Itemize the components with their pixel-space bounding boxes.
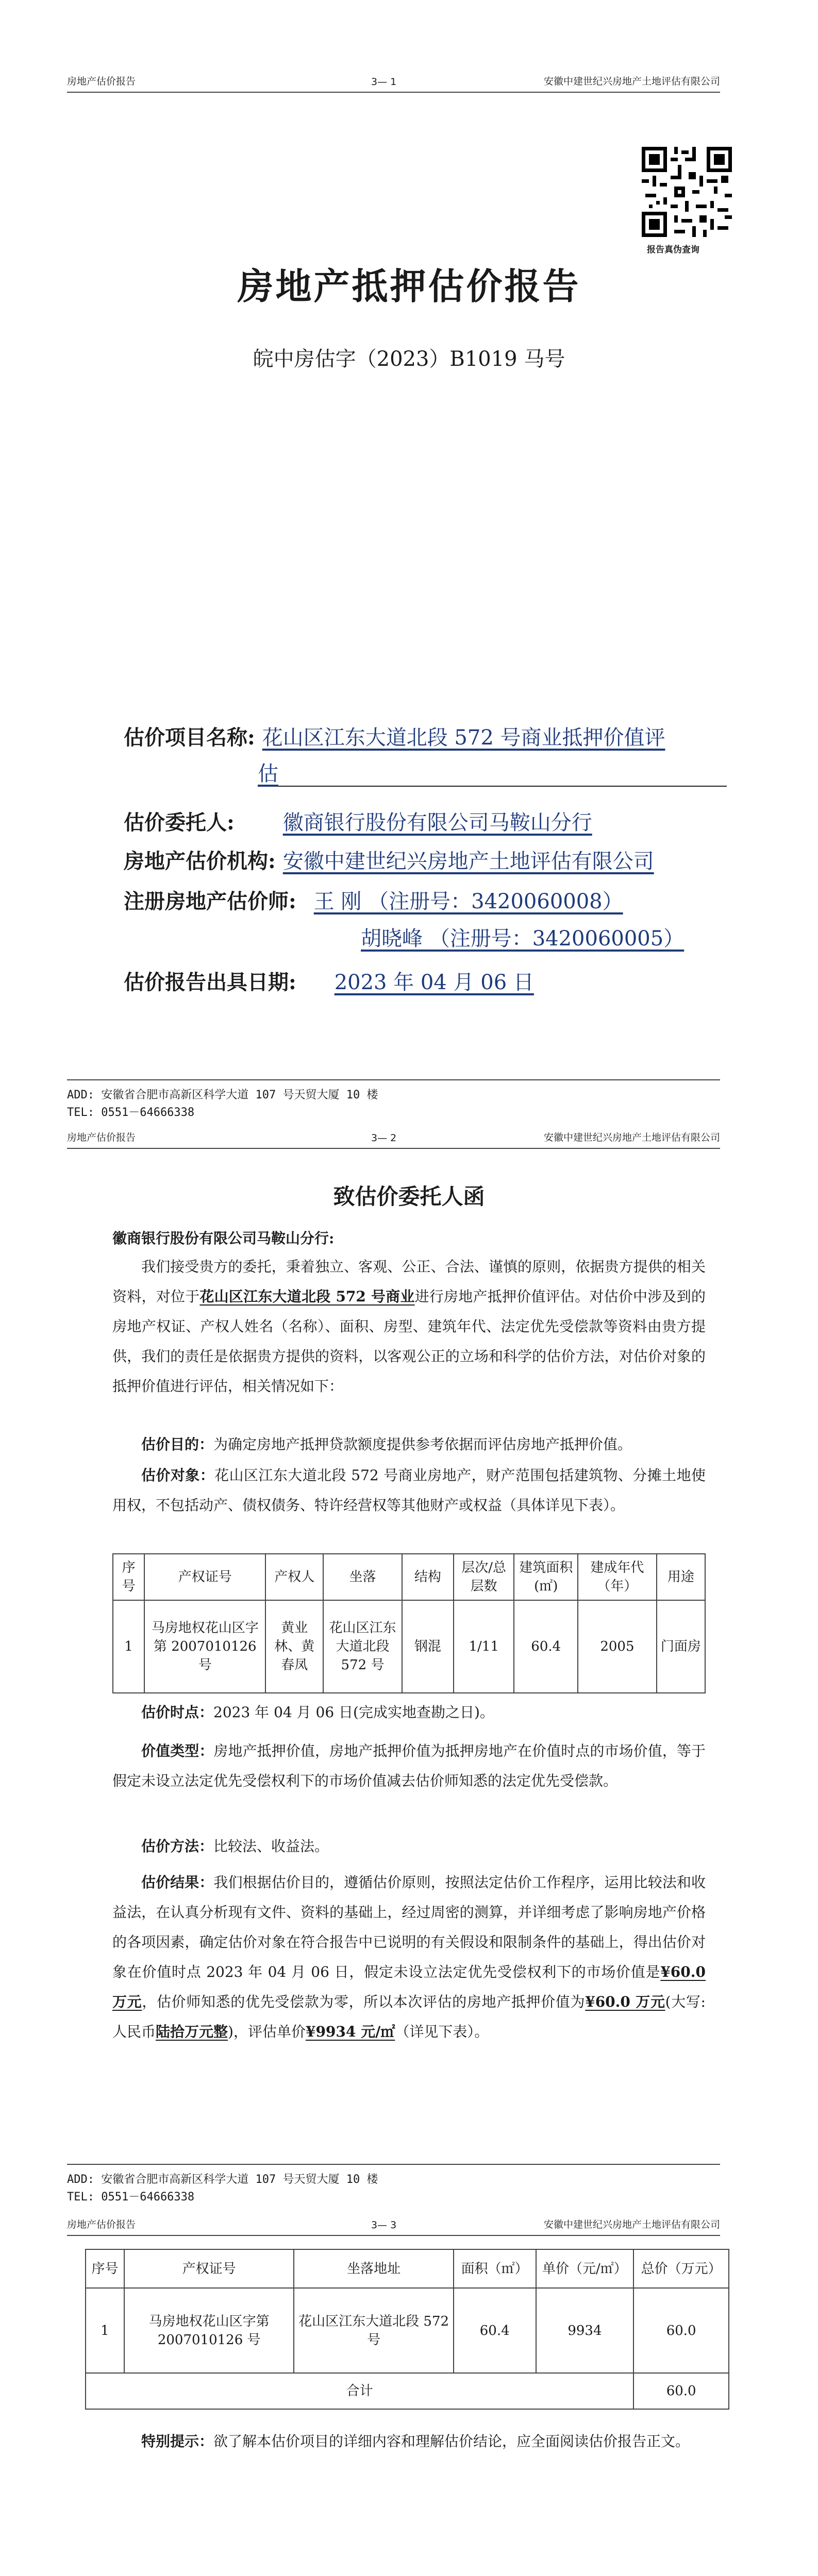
project-value: 花山区江东大道北段 572 号商业抵押价值评 bbox=[262, 726, 665, 750]
table-total-row bbox=[86, 2373, 729, 2409]
header-right: 安徽中建世纪兴房地产土地评估有限公司 bbox=[543, 2219, 720, 2230]
unit-price: ¥9934 元/㎡ bbox=[305, 2023, 395, 2040]
result-text-c: (大写:人民币 bbox=[112, 1993, 706, 2040]
time-para bbox=[112, 1698, 706, 1727]
result-para bbox=[112, 1868, 706, 2047]
agency-row bbox=[124, 845, 654, 874]
table-header: 建筑面积(㎡) bbox=[514, 1554, 577, 1600]
client-value: 徽商银行股份有限公司马鞍山分行 bbox=[282, 811, 592, 835]
table-cell: 钢混 bbox=[402, 1600, 454, 1693]
type-label: 价值类型： bbox=[141, 1742, 214, 1759]
table-header: 产权证号 bbox=[124, 2249, 294, 2288]
table-cell: 1 bbox=[86, 2288, 124, 2373]
table-cell: 60.4 bbox=[454, 2288, 536, 2373]
appraiser-row-2 bbox=[361, 922, 684, 952]
project-row bbox=[124, 721, 665, 751]
note-label: 特别提示： bbox=[141, 2433, 214, 2450]
table-header-row bbox=[86, 2249, 729, 2288]
property-table bbox=[112, 1553, 706, 1693]
date-value: 2023 年 04 月 06 日 bbox=[334, 971, 534, 994]
client-row bbox=[124, 806, 592, 836]
object-text: 花山区江东大道北段 572 号商业房地产，财产范围包括建筑物、分摊土地使用权，不包括动产、债权债务、特许经营权等其他财产或权益（具体详见下表）。 bbox=[112, 1467, 706, 1514]
result-text-b: ，估价师知悉的优先受偿款为零，所以本次评估的房地产抵押价值为 bbox=[142, 1993, 586, 2010]
project-value-cont: 估 bbox=[258, 762, 278, 786]
agency-value: 安徽中建世纪兴房地产土地评估有限公司 bbox=[282, 850, 654, 873]
table-header: 总价（万元） bbox=[633, 2249, 729, 2288]
table-row bbox=[86, 2288, 729, 2373]
page-header bbox=[67, 67, 720, 93]
note-text: 欲了解本估价项目的详细内容和理解估价结论，应全面阅读估价报告正文。 bbox=[213, 2433, 690, 2450]
object-label: 估价对象： bbox=[141, 1467, 215, 1484]
mortgage-value: ¥60.0 万元 bbox=[585, 1993, 665, 2010]
method-text: 比较法、收益法。 bbox=[213, 1838, 329, 1855]
table-cell: 马房地权花山区字第 2007010126 号 bbox=[144, 1600, 265, 1693]
table-cell: 9934 bbox=[536, 2288, 634, 2373]
table-header-row bbox=[113, 1554, 705, 1600]
table-header: 结构 bbox=[402, 1554, 454, 1600]
valuation-table bbox=[85, 2249, 729, 2410]
table-header: 层次/总层数 bbox=[454, 1554, 514, 1600]
total-value: 60.0 bbox=[633, 2373, 729, 2409]
table-header: 坐落地址 bbox=[294, 2249, 453, 2288]
table-cell: 黄业林、黄春凤 bbox=[265, 1600, 323, 1693]
time-text: 2023 年 04 月 06 日(完成实地查勘之日)。 bbox=[213, 1704, 494, 1721]
project-row-2 bbox=[258, 757, 727, 787]
table-cell: 60.4 bbox=[514, 1600, 577, 1693]
result-text-e: （详见下表）。 bbox=[395, 2023, 489, 2040]
table-header: 产权人 bbox=[265, 1554, 323, 1600]
table-header: 单价（元/㎡） bbox=[536, 2249, 634, 2288]
letter-intro bbox=[112, 1252, 706, 1401]
result-text-a: 我们根据估价目的，遵循估价原则，按照法定估价工作程序，运用比较法和收益法，在认真分析现有文件、资料的基础上，经过周密的测算，并详细考虑了影响房地产价格的各项因素，确定估价对象在符合报告中已说明的有关假设和限制条件的基础上，得出估价对象在价值时点 2023 年 04 月 06 日，假定未设立法定优先受偿权利下的市场价值是 bbox=[112, 1874, 706, 1980]
footer-address: ADD: 安徽省合肥市高新区科学大道 107 号天贸大厦 10 楼 bbox=[67, 2173, 378, 2186]
table-cell: 花山区江东大道北段 572 号 bbox=[323, 1600, 402, 1693]
agency-label: 房地产估价机构: bbox=[124, 849, 276, 873]
date-label: 估价报告出具日期: bbox=[124, 970, 296, 994]
table-header: 用途 bbox=[657, 1554, 705, 1600]
page-letter bbox=[0, 1123, 818, 1149]
page-summary bbox=[0, 2210, 818, 2236]
header-right: 安徽中建世纪兴房地产土地评估有限公司 bbox=[543, 1132, 720, 1143]
intro-text-c: 进行房地产抵押价值评估。对估价中涉及到的房地产权证、产权人姓名（名称）、面积、房型、建筑年代、法定优先受偿款等资料由贵方提供，我们的责任是依据贵方提供的资料，以客观公正的立场和科学的估价方法，对估价对象的抵押价值进行评估，相关情况如下： bbox=[112, 1288, 706, 1395]
appraiser-1: 王 刚 （注册号：3420060008） bbox=[313, 890, 623, 913]
table-header: 序号 bbox=[86, 2249, 124, 2288]
header-right: 安徽中建世纪兴房地产土地评估有限公司 bbox=[543, 76, 720, 87]
market-value: ¥60.0 万元 bbox=[112, 1963, 706, 2010]
table-header: 坐落 bbox=[323, 1554, 402, 1600]
result-text-d: )，评估单价 bbox=[228, 2023, 306, 2040]
report-title: 房地产抵押估价报告 bbox=[237, 265, 581, 308]
qr-code-icon[interactable] bbox=[642, 147, 732, 237]
appraiser-label: 注册房地产估价师: bbox=[124, 889, 296, 913]
table-header: 产权证号 bbox=[144, 1554, 265, 1600]
page-footer bbox=[67, 2164, 720, 2206]
report-doc-number: 皖中房估字（2023）B1019 马号 bbox=[253, 347, 565, 371]
table-header: 建成年代（年） bbox=[578, 1554, 657, 1600]
page-header bbox=[67, 1123, 720, 1149]
client-label: 估价委托人: bbox=[124, 810, 235, 835]
header-left: 房地产估价报告 bbox=[67, 1132, 136, 1143]
footer-address: ADD: 安徽省合肥市高新区科学大道 107 号天贸大厦 10 楼 bbox=[67, 1089, 378, 1101]
table-header: 序号 bbox=[113, 1554, 144, 1600]
object-para bbox=[112, 1461, 706, 1520]
header-page-number: 3— 2 bbox=[371, 1132, 397, 1144]
method-label: 估价方法： bbox=[141, 1838, 214, 1855]
appraiser-row bbox=[124, 885, 623, 914]
table-cell: 花山区江东大道北段 572 号 bbox=[294, 2288, 453, 2373]
table-cell: 60.0 bbox=[633, 2288, 729, 2373]
note-para bbox=[112, 2427, 706, 2456]
header-left: 房地产估价报告 bbox=[67, 76, 136, 87]
purpose-para bbox=[112, 1430, 706, 1460]
purpose-text: 为确定房地产抵押贷款额度提供参考依据而评估房地产抵押价值。 bbox=[213, 1436, 632, 1453]
table-cell: 2005 bbox=[578, 1600, 657, 1693]
underline bbox=[278, 766, 727, 787]
date-row bbox=[124, 966, 534, 995]
footer-tel: TEL: 0551－64666338 bbox=[67, 2191, 195, 2204]
qr-caption: 报告真伪查询 bbox=[647, 245, 699, 255]
header-page-number: 3— 1 bbox=[371, 76, 397, 88]
project-label: 估价项目名称: bbox=[124, 725, 255, 750]
intro-text-a: 我们接受贵方的委托，秉着独立、客观、公正、合法、谨慎的原则，依据贵方提供的相关资料，对位于 bbox=[112, 1258, 706, 1305]
type-text: 房地产抵押价值，房地产抵押价值为抵押房地产在价值时点的市场价值，等于假定未设立法定优先受偿权利下的市场价值减去估价师知悉的法定优先受偿款。 bbox=[112, 1742, 706, 1789]
footer-tel: TEL: 0551－64666338 bbox=[67, 1106, 195, 1119]
header-page-number: 3— 3 bbox=[371, 2219, 397, 2231]
method-para bbox=[112, 1832, 706, 1861]
letter-addressee: 徽商银行股份有限公司马鞍山分行: bbox=[112, 1230, 335, 1247]
time-label: 估价时点： bbox=[141, 1704, 214, 1721]
table-cell: 马房地权花山区字第 2007010126 号 bbox=[124, 2288, 294, 2373]
result-label: 估价结果： bbox=[141, 1874, 214, 1891]
page-footer bbox=[67, 1079, 720, 1122]
header-left: 房地产估价报告 bbox=[67, 2219, 136, 2230]
table-header: 面积（㎡） bbox=[454, 2249, 536, 2288]
table-row bbox=[113, 1600, 705, 1693]
intro-address: 花山区江东大道北段 572 号商业 bbox=[199, 1288, 415, 1305]
appraiser-2: 胡晓峰 （注册号：3420060005） bbox=[361, 927, 685, 951]
table-cell: 门面房 bbox=[657, 1600, 705, 1693]
table-cell: 1/11 bbox=[454, 1600, 514, 1693]
type-para bbox=[112, 1736, 706, 1796]
total-label: 合计 bbox=[86, 2373, 633, 2409]
page-header bbox=[67, 2210, 720, 2236]
mortgage-value-words: 陆拾万元整 bbox=[156, 2023, 228, 2040]
purpose-label: 估价目的： bbox=[141, 1436, 214, 1453]
letter-title: 致估价委托人函 bbox=[333, 1184, 485, 1209]
table-cell: 1 bbox=[113, 1600, 144, 1693]
